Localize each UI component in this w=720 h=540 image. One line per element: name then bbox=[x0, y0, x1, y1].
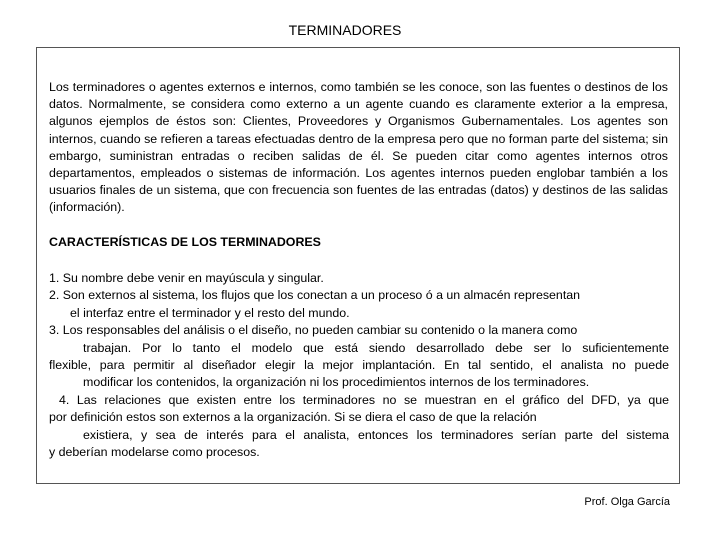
list-line: 1. Su nombre debe venir en mayúscula y singular. bbox=[49, 271, 324, 285]
list-line: flexible, para permitir al diseñador elegir la mejor implantación. En tal sentido, el analista no puede bbox=[49, 358, 669, 373]
section-heading: CARACTERÍSTICAS DE LOS TERMINADORES bbox=[49, 235, 321, 249]
list-line: 2. Son externos al sistema, los flujos que los conectan a un proceso ó a un almacén representan bbox=[49, 288, 581, 303]
list-line: por definición estos son externos a la organización. Si se diera el caso de que la relación bbox=[49, 410, 537, 425]
list-line: el interfaz entre el terminador y el resto del mundo. bbox=[70, 305, 350, 320]
list-line: modificar los contenidos, la organización ni los procedimientos internos de los terminadores. bbox=[83, 375, 590, 390]
list-line: 3. Los responsables del análisis o el diseño, no pueden cambiar su contenido o la manera como bbox=[49, 323, 578, 338]
characteristics-list bbox=[49, 270, 669, 461]
author-credit: Prof. Olga García bbox=[584, 496, 670, 508]
intro-paragraph: Los terminadores o agentes externos e internos, como también se les conoce, son las fuentes o destinos de los datos. Normalmente, se considera como externo a un agente cuando es claramente exterior a la empresa, algunos ejemplos de éstos son: Clientes, Proveedores y Organismos Gubernamentales. Los agentes son internos, cuando se refieren a tareas efectuadas dentro de la empresa pero que no forman parte del sistema; sin embargo, suministran entradas o reciben salidas de él. Se pueden citar como agentes internos otros departamentos, empleados o sistemas de información. Los agentes internos pueden englobar también a los usuarios finales de un sistema, que con frecuencia son fuentes de las entradas (datos) y destinos de las salidas (información). bbox=[49, 80, 668, 215]
list-line: trabajan. Por lo tanto el modelo que está siendo desarrollado debe ser lo suficientemente bbox=[83, 340, 669, 355]
content-box bbox=[36, 47, 680, 484]
list-line: existiera, y sea de interés para el analista, entonces los terminadores serían parte del sistema bbox=[83, 427, 669, 442]
page-title: TERMINADORES bbox=[288, 22, 402, 38]
list-line: 4. Las relaciones que existen entre los terminadores no se muestran en el gráfico del DFD, ya que bbox=[59, 392, 669, 407]
list-line: y deberían modelarse como procesos. bbox=[49, 445, 260, 460]
